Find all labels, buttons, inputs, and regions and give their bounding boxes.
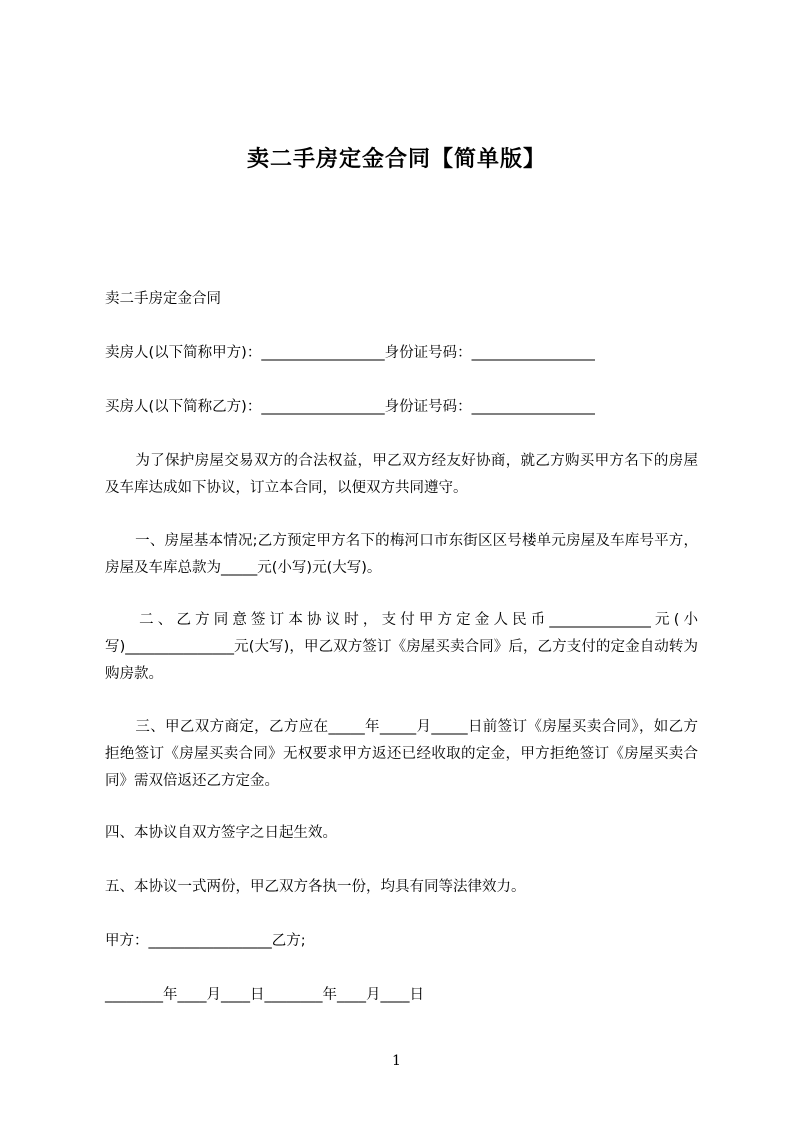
date-line: ________年____月____日________年____月____日 bbox=[105, 987, 424, 1003]
clause-2 bbox=[105, 607, 698, 688]
clause-4: 四、本协议自双方签字之日起生效。 bbox=[105, 825, 337, 841]
intro-text: 为了保护房屋交易双方的合法权益，甲乙双方经友好协商，就乙方购买甲方名下的房屋及车库达成如下协议，订立本合同，以便双方共同遵守。 bbox=[105, 453, 698, 496]
clause-2-text: 二、乙方同意签订本协议时，支付甲方定金人民币______________元(小写)_______________元(大写)，甲乙双方签订《房屋买卖合同》后，乙方支付的定金自动转为购房款。 bbox=[105, 612, 698, 682]
clause-5: 五、本协议一式两份，甲乙双方各执一份，均具有同等法律效力。 bbox=[105, 879, 526, 895]
contract-heading: 卖二手房定金合同 bbox=[105, 291, 221, 307]
buyer-line: 买房人(以下简称乙方)：_________________身份证号码：_________________ bbox=[105, 399, 595, 415]
signature-line: 甲方：_________________乙方; bbox=[105, 933, 306, 949]
clause-1-text: 一、房屋基本情况;乙方预定甲方名下的梅河口市东街区区号楼单元房屋及车库号平方，房屋及车库总款为_____元(小写)元(大写)。 bbox=[105, 533, 698, 576]
document-title: 卖二手房定金合同【简单版】 bbox=[246, 147, 546, 172]
clause-3-text: 三、甲乙双方商定，乙方应在_____年_____月_____日前签订《房屋买卖合同》，如乙方拒绝签订《房屋买卖合同》无权要求甲方返还已经收取的定金，甲方拒绝签订《房屋买卖合同》需双倍返还乙方定金。 bbox=[105, 719, 698, 789]
seller-line: 卖房人(以下简称甲方)：_________________身份证号码：_________________ bbox=[105, 345, 595, 361]
page-number: 1 bbox=[392, 1053, 401, 1069]
clause-3 bbox=[105, 714, 698, 795]
clause-1 bbox=[105, 528, 698, 582]
intro-paragraph bbox=[105, 448, 698, 502]
